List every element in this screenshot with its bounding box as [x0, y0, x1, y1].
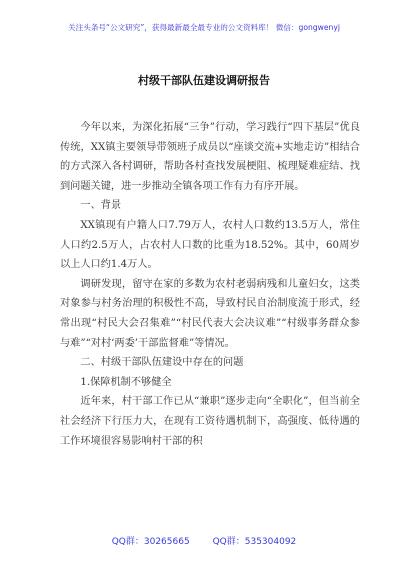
section-heading-background: 一、背景 — [80, 200, 122, 212]
document-title: 村级干部队伍建设调研报告 — [138, 74, 270, 87]
guarantee-paragraph: 近年来，村干部工作已从“兼职”逐步走向“全职化”，但当前全社会经济下行压力大，在现有工资待遇机制下，高强度、低待遇的工作环境很容易影响村干部的积 — [60, 396, 360, 447]
header-banner: 关注头条号“公文研究”，获得最新最全最专业的公文资料库！ 微信：gongwenyj — [68, 23, 340, 32]
qq-group-2: QQ群：535304092 — [212, 537, 297, 547]
findings-paragraph: 调研发现，留守在家的多数为农村老弱病残和儿童妇女，这类对象参与村务治理的积极性不高，导致村民自治制度流于形式，经常出现“村民大会召集难”“村民代表大会决议难”“村级事务群众参与难”“对村‘两委’干部监督难”等情况。 — [60, 278, 360, 349]
subsection-heading-guarantee: 1.保障机制不够健全 — [80, 376, 172, 388]
intro-paragraph: 今年以来，为深化拓展“三争”行动，学习践行“四下基层”优良传统，XX镇主要领导带领班子成员以“座谈交流+实地走访”相结合的方式深入各村调研，帮助各村查找发展梗阻、梳理疑难症结、找到问题关键，进一步推动全镇各项工作有力有序开展。 — [60, 122, 360, 192]
population-paragraph: XX镇现有户籍人口7.79万人，农村人口数约13.5万人，常住人口约2.5万人，占农村人口数的比重为18.52%。其中，60周岁以上人口约1.4万人。 — [60, 219, 360, 271]
document-body — [60, 118, 360, 451]
qq-group-1: QQ群：30265665 — [111, 537, 190, 547]
footer-contact — [0, 534, 408, 547]
section-heading-problems: 二、村级干部队伍建设中存在的问题 — [80, 357, 244, 369]
